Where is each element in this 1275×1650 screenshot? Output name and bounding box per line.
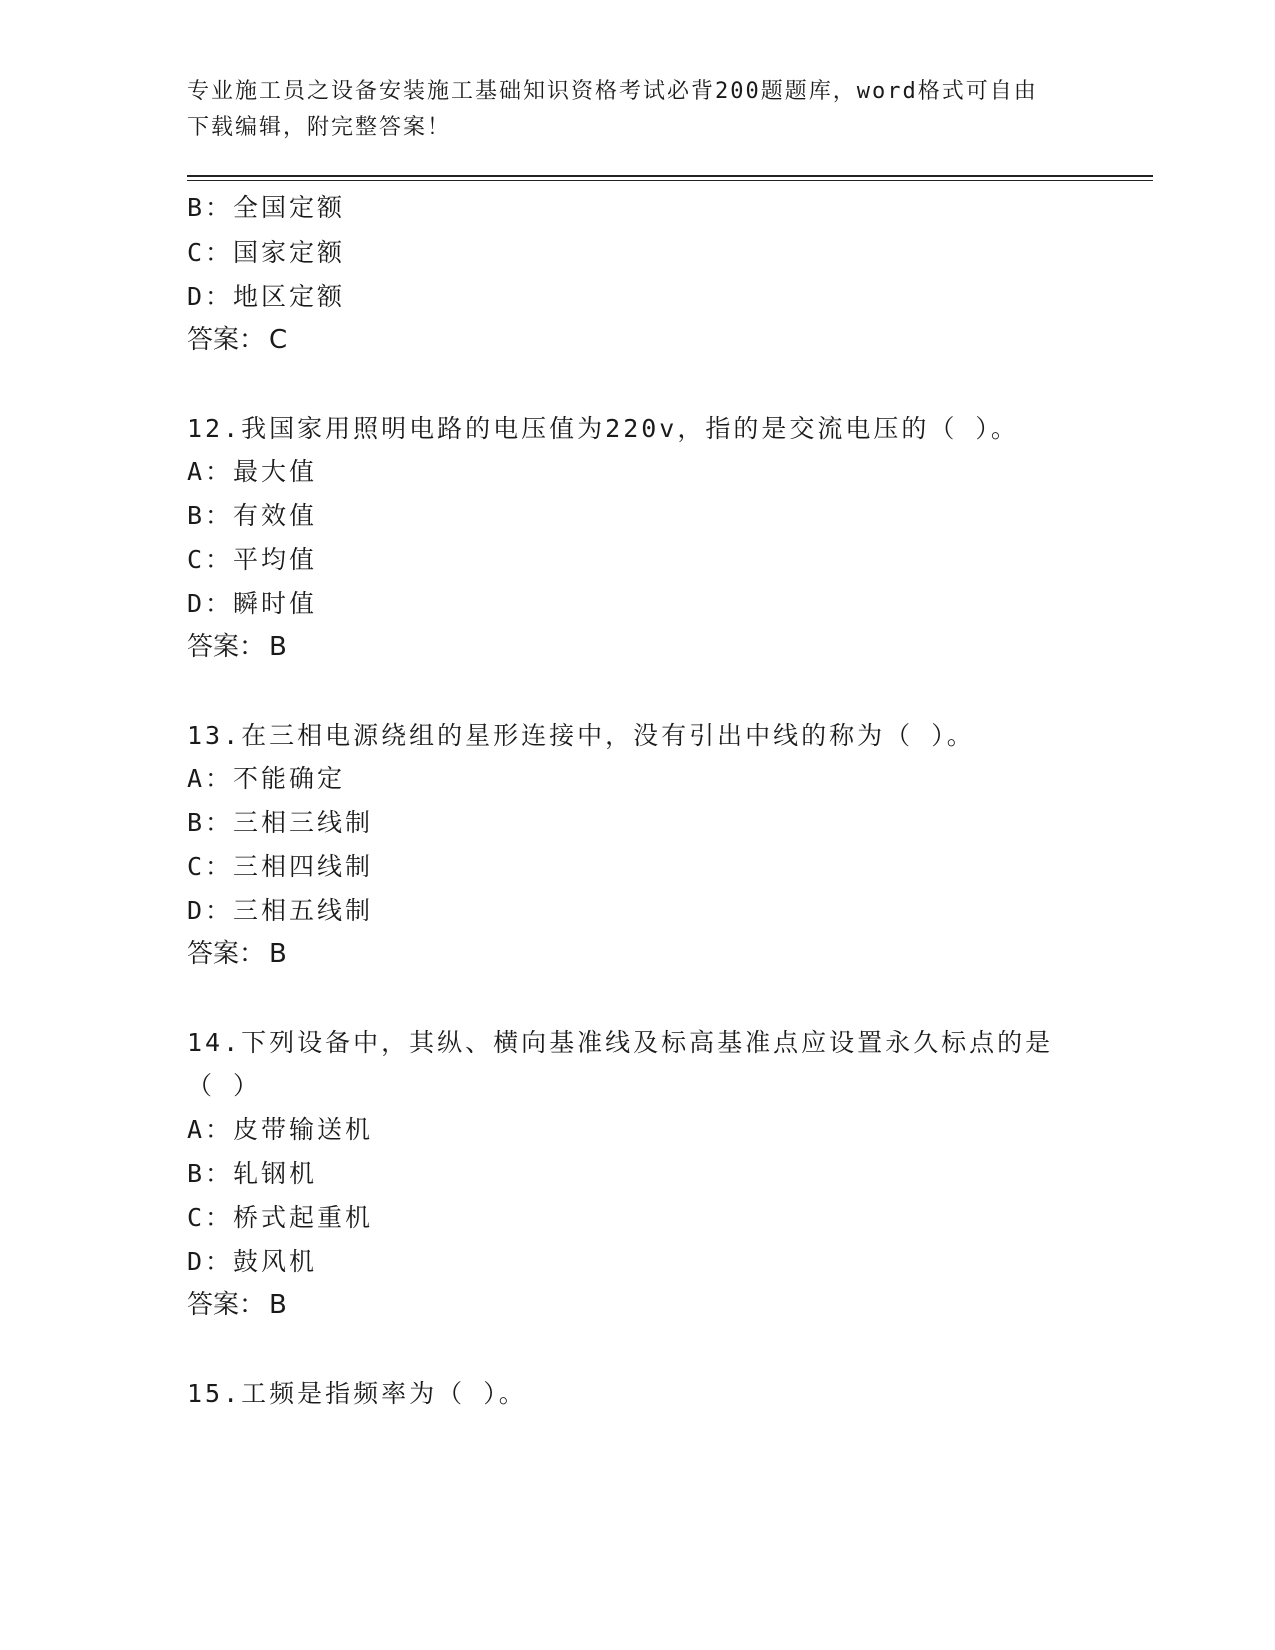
header-line-2: 下载编辑，附完整答案！ — [187, 115, 452, 140]
document-header — [187, 74, 1077, 146]
q13-answer — [187, 934, 287, 974]
q15-stem: 15.工频是指频率为（ ）。 — [187, 1379, 527, 1408]
answer-value: B — [269, 939, 287, 969]
answer-label: 答案： — [187, 632, 266, 662]
q14-answer — [187, 1285, 287, 1325]
header-divider-thick — [187, 175, 1153, 177]
q12-option-b: B：有效值 — [187, 501, 318, 530]
answer-label: 答案： — [187, 1290, 266, 1320]
q12-option-a: A：最大值 — [187, 457, 318, 486]
answer-value: C — [269, 325, 288, 355]
q13-stem: 13.在三相电源绕组的星形连接中，没有引出中线的称为（ ）。 — [187, 721, 975, 750]
q11-answer — [187, 320, 287, 360]
q12-option-c: C：平均值 — [187, 545, 318, 574]
answer-label: 答案： — [187, 939, 266, 969]
q13-option-a: A：不能确定 — [187, 764, 346, 793]
answer-value: B — [269, 1290, 287, 1320]
header-divider-thin — [187, 180, 1153, 181]
q14-option-c: C：桥式起重机 — [187, 1203, 374, 1232]
q13-option-b: B：三相三线制 — [187, 808, 374, 837]
q12-stem: 12.我国家用照明电路的电压值为220v，指的是交流电压的（ ）。 — [187, 414, 1019, 443]
q14-option-d: D：鼓风机 — [187, 1247, 318, 1276]
header-line-1: 专业施工员之设备安装施工基础知识资格考试必背200题题库，word格式可自由 — [187, 79, 1038, 104]
q14-option-a: A：皮带输送机 — [187, 1115, 374, 1144]
q14-stem-line-1: 14.下列设备中，其纵、横向基准线及标高基准点应设置永久标点的是 — [187, 1028, 1054, 1057]
q14-option-b: B：轧钢机 — [187, 1159, 318, 1188]
q13-option-c: C：三相四线制 — [187, 852, 374, 881]
q14-stem-line-2: （ ） — [187, 1071, 262, 1100]
q12-option-d: D：瞬时值 — [187, 589, 318, 618]
q11-option-c: C：国家定额 — [187, 238, 346, 267]
q11-option-d: D：地区定额 — [187, 282, 346, 311]
q12-answer — [187, 627, 287, 667]
answer-value: B — [269, 632, 287, 662]
q13-option-d: D：三相五线制 — [187, 896, 374, 925]
answer-label: 答案： — [187, 325, 266, 355]
q11-option-b: B：全国定额 — [187, 193, 346, 222]
